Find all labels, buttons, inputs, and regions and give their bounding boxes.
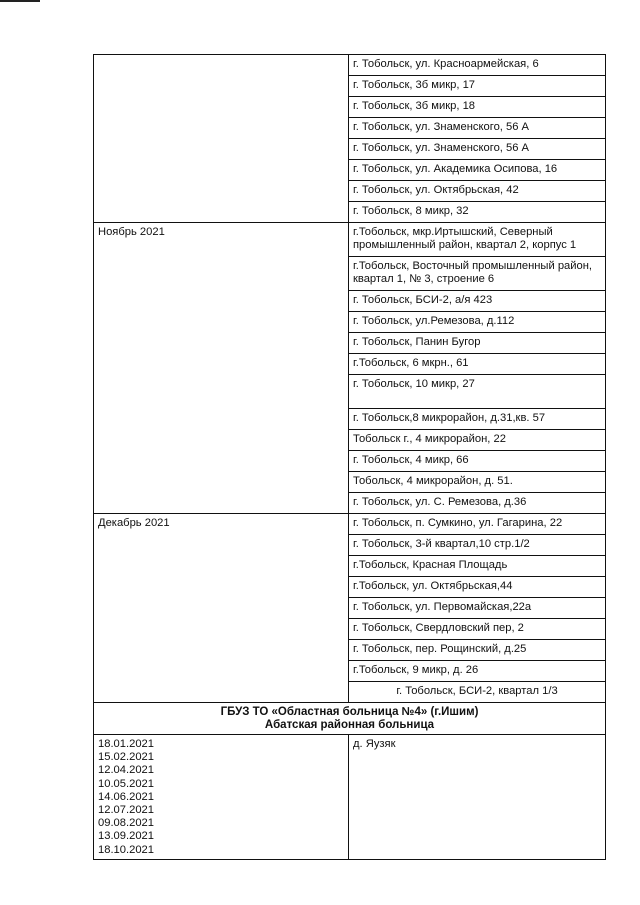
address-cell: г.Тобольск, Красная Площадь (349, 556, 606, 577)
address-cell: г. Тобольск, Свердловский пер, 2 (349, 619, 606, 640)
address-cell: г. Тобольск, 8 микр, 32 (349, 202, 606, 223)
period-cell (94, 55, 349, 223)
table-row (94, 55, 606, 76)
address-cell: г.Тобольск, 6 мкрн., 61 (349, 354, 606, 375)
address-cell: г. Тобольск, 4 микр, 66 (349, 451, 606, 472)
address-cell: г. Тобольск, пер. Рощинский, д.25 (349, 640, 606, 661)
date-item: 13.09.2021 (98, 830, 154, 843)
address-cell: г. Тобольск, ул. Знаменского, 56 А (349, 118, 606, 139)
address-cell: г.Тобольск, мкр.Иртышский, Северный промышленный район, квартал 2, корпус 1 (349, 223, 606, 257)
address-cell: г. Тобольск, ул. Первомайская,22а (349, 598, 606, 619)
address-cell: г. Тобольск, БСИ-2, а/я 423 (349, 291, 606, 312)
scan-artifact-line (0, 0, 40, 2)
address-cell: Тобольск г., 4 микрорайон, 22 (349, 430, 606, 451)
address-cell: г. Тобольск, ул. Академика Осипова, 16 (349, 160, 606, 181)
village-cell: д. Яузяк (349, 735, 606, 860)
address-cell: г. Тобольск, БСИ-2, квартал 1/3 (349, 682, 606, 703)
address-cell: г. Тобольск, ул. Красноармейская, 6 (349, 55, 606, 76)
date-item: 14.06.2021 (98, 790, 154, 803)
section-title-line2: Абатская районная больница (264, 719, 435, 731)
period-cell: Ноябрь 2021 (94, 223, 349, 514)
address-cell: г. Тобольск, ул. С. Ремезова, д.36 (349, 493, 606, 514)
date-item: 09.08.2021 (98, 817, 154, 830)
section-header (94, 703, 606, 735)
date-item: 18.01.2021 (98, 738, 154, 750)
address-cell: г.Тобольск, ул. Октябрьская,44 (349, 577, 606, 598)
address-cell: г. Тобольск, ул. Знаменского, 56 А (349, 139, 606, 160)
address-cell: г. Тобольск, ул. Октябрьская, 42 (349, 181, 606, 202)
date-item: 18.10.2021 (98, 843, 154, 856)
address-cell: г. Тобольск, 3б микр, 17 (349, 76, 606, 97)
address-cell: г. Тобольск,8 микрорайон, д.31,кв. 57 (349, 409, 606, 430)
date-item: 12.07.2021 (98, 804, 154, 817)
date-item: 10.05.2021 (98, 777, 154, 790)
address-cell: г. Тобольск, п. Сумкино, ул. Гагарина, 22 (349, 514, 606, 535)
address-cell: г. Тобольск, 3б микр, 18 (349, 97, 606, 118)
address-cell: г. Тобольск, Панин Бугор (349, 333, 606, 354)
section-header-row (94, 703, 606, 735)
address-cell: г.Тобольск, Восточный промышленный район, квартал 1, № 3, строение 6 (349, 257, 606, 291)
period-cell: Декабрь 2021 (94, 514, 349, 703)
address-cell: Тобольск, 4 микрорайон, д. 51. (349, 472, 606, 493)
address-cell: г. Тобольск, ул.Ремезова, д.112 (349, 312, 606, 333)
dates-cell (94, 735, 349, 860)
schedule-table (93, 54, 606, 860)
date-item: 15.02.2021 (98, 751, 154, 764)
address-cell: г.Тобольск, 9 микр, д. 26 (349, 661, 606, 682)
table-row (94, 514, 606, 535)
section-title-line1: ГБУЗ ТО «Областная больница №4» (г.Ишим) (220, 706, 479, 718)
address-cell: г. Тобольск, 3-й квартал,10 стр.1/2 (349, 535, 606, 556)
table-row (94, 223, 606, 257)
date-item: 12.04.2021 (98, 764, 154, 777)
address-cell: г. Тобольск, 10 микр, 27 (349, 375, 606, 409)
table-row (94, 735, 606, 860)
